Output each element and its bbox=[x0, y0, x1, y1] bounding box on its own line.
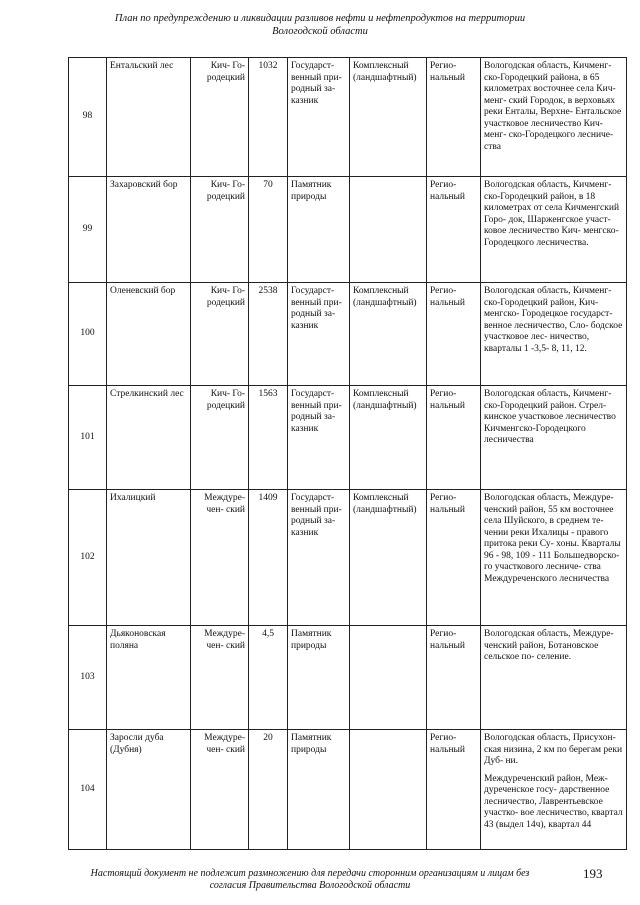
significance: Регио- нальный bbox=[427, 177, 481, 283]
significance: Регио- нальный bbox=[427, 626, 481, 730]
table-body bbox=[69, 58, 627, 850]
row-number: 102 bbox=[69, 490, 107, 626]
category: Памятник природы bbox=[288, 626, 350, 730]
area-size: 1409 bbox=[249, 490, 288, 626]
table-row bbox=[69, 58, 627, 177]
location bbox=[481, 490, 627, 626]
area-name: Оленевский бор bbox=[107, 283, 191, 386]
significance: Регио- нальный bbox=[427, 58, 481, 177]
area-size: 1032 bbox=[249, 58, 288, 177]
location-text: Вологодская область, Кичменг- ско-Городецкий район. Стрел- кинское участковое лесничество Кичменгско-Городецкого лесничества bbox=[484, 389, 616, 445]
district: Междуре- чен- ский bbox=[191, 730, 249, 850]
area-name: Захаровский бор bbox=[107, 177, 191, 283]
table-row bbox=[69, 490, 627, 626]
profile: Комплексный (ландшафтный) bbox=[350, 490, 427, 626]
row-number: 99 bbox=[69, 177, 107, 283]
location-text: Вологодская область, Кичменг- ско-Городецкий района, в 65 километрах восточнее села Кич- менг- ский Городок, в верховьях реки Енталы, Верхне- Ентальское участковое лесничество Кич- менг- ско-Городецкого лесниче- ства bbox=[484, 61, 622, 152]
location bbox=[481, 386, 627, 490]
area-size: 4,5 bbox=[249, 626, 288, 730]
location-text: Вологодская область, Кичменг- ско-Городецкий район, Кич- менгско- Городецкое государст- венное лесничество, Сло- бодское участковое лес- ничество, кварталы 1 -3,5- 8, 11, 12. bbox=[484, 286, 623, 354]
table-row bbox=[69, 283, 627, 386]
location-text: Вологодская область, Присухон- ская низина, 2 км по берегам реки Дуб- ни. bbox=[484, 733, 623, 766]
profile bbox=[350, 177, 427, 283]
district: Кич- Го- родецкий bbox=[191, 177, 249, 283]
area-name: Стрелкинский лес bbox=[107, 386, 191, 490]
significance: Регио- нальный bbox=[427, 490, 481, 626]
district: Междуре- чен- ский bbox=[191, 626, 249, 730]
profile bbox=[350, 626, 427, 730]
row-number: 103 bbox=[69, 626, 107, 730]
table-row bbox=[69, 626, 627, 730]
location-text: Междуреченский район, Меж- дуреченское госу- дарственное лесничество, Лаврентьевское участко- вое лесничество, квартал 43 (выдел 14ч), квартал 44 bbox=[484, 773, 623, 830]
location bbox=[481, 177, 627, 283]
district: Кич- Го- родецкий bbox=[191, 283, 249, 386]
profile bbox=[350, 730, 427, 850]
district: Кич- Го- родецкий bbox=[191, 58, 249, 177]
category: Памятник природы bbox=[288, 177, 350, 283]
location-text: Вологодская область, Кичменг- ско-Городецкий район, в 18 километрах от села Кичменгский Горо- док, Шарженгское участ- ковое лесничество Кич- менгско- Городецкого лесничества. bbox=[484, 180, 620, 248]
footer-line-2: согласия Правительства Вологодской области bbox=[209, 880, 411, 891]
area-name: Ихалицкий bbox=[107, 490, 191, 626]
row-number: 104 bbox=[69, 730, 107, 850]
profile: Комплексный (ландшафтный) bbox=[350, 283, 427, 386]
table-row bbox=[69, 177, 627, 283]
page-footer bbox=[60, 868, 560, 892]
page-header bbox=[0, 12, 640, 38]
category: Государст- венный при- родный за- казник bbox=[288, 386, 350, 490]
district: Междуре- чен- ский bbox=[191, 490, 249, 626]
location bbox=[481, 58, 627, 177]
category: Государст- венный при- родный за- казник bbox=[288, 490, 350, 626]
location-text: Вологодская область, Междуре- ченский район, 55 км восточнее села Шуйского, в среднем те- чении реки Ихалицы - правого притока реки Су- хоны. Кварталы 96 - 98, 109 - 111 Большедворско- го участкового лесниче- ства Междуреченского лесничества bbox=[484, 493, 621, 584]
area-name: Дьяконовская поляна bbox=[107, 626, 191, 730]
area-size: 1563 bbox=[249, 386, 288, 490]
category: Государст- венный при- родный за- казник bbox=[288, 283, 350, 386]
location-text: Вологодская область, Междуре- ченский район, Ботановское сельское по- селение. bbox=[484, 629, 614, 662]
footer-line-1: Настоящий документ не подлежит размножению для передачи сторонним организациям и лицам без bbox=[90, 868, 530, 879]
table-row bbox=[69, 730, 627, 850]
page-number: 193 bbox=[583, 866, 603, 881]
significance: Регио- нальный bbox=[427, 386, 481, 490]
row-number: 101 bbox=[69, 386, 107, 490]
category: Памятник природы bbox=[288, 730, 350, 850]
area-size: 20 bbox=[249, 730, 288, 850]
location bbox=[481, 283, 627, 386]
significance: Регио- нальный bbox=[427, 730, 481, 850]
protected-areas-table bbox=[68, 57, 627, 850]
area-name: Заросли дуба (Дубня) bbox=[107, 730, 191, 850]
profile: Комплексный (ландшафтный) bbox=[350, 58, 427, 177]
area-name: Ентальский лес bbox=[107, 58, 191, 177]
location bbox=[481, 626, 627, 730]
area-size: 2538 bbox=[249, 283, 288, 386]
category: Государст- венный при- родный за- казник bbox=[288, 58, 350, 177]
header-line-2: Вологодской области bbox=[272, 26, 368, 37]
table-row bbox=[69, 386, 627, 490]
header-line-1: План по предупреждению и ликвидации разливов нефти и нефтепродуктов на территории bbox=[114, 13, 526, 24]
area-size: 70 bbox=[249, 177, 288, 283]
significance: Регио- нальный bbox=[427, 283, 481, 386]
row-number: 98 bbox=[69, 58, 107, 177]
district: Кич- Го- родецкий bbox=[191, 386, 249, 490]
profile: Комплексный (ландшафтный) bbox=[350, 386, 427, 490]
location bbox=[481, 730, 627, 850]
row-number: 100 bbox=[69, 283, 107, 386]
